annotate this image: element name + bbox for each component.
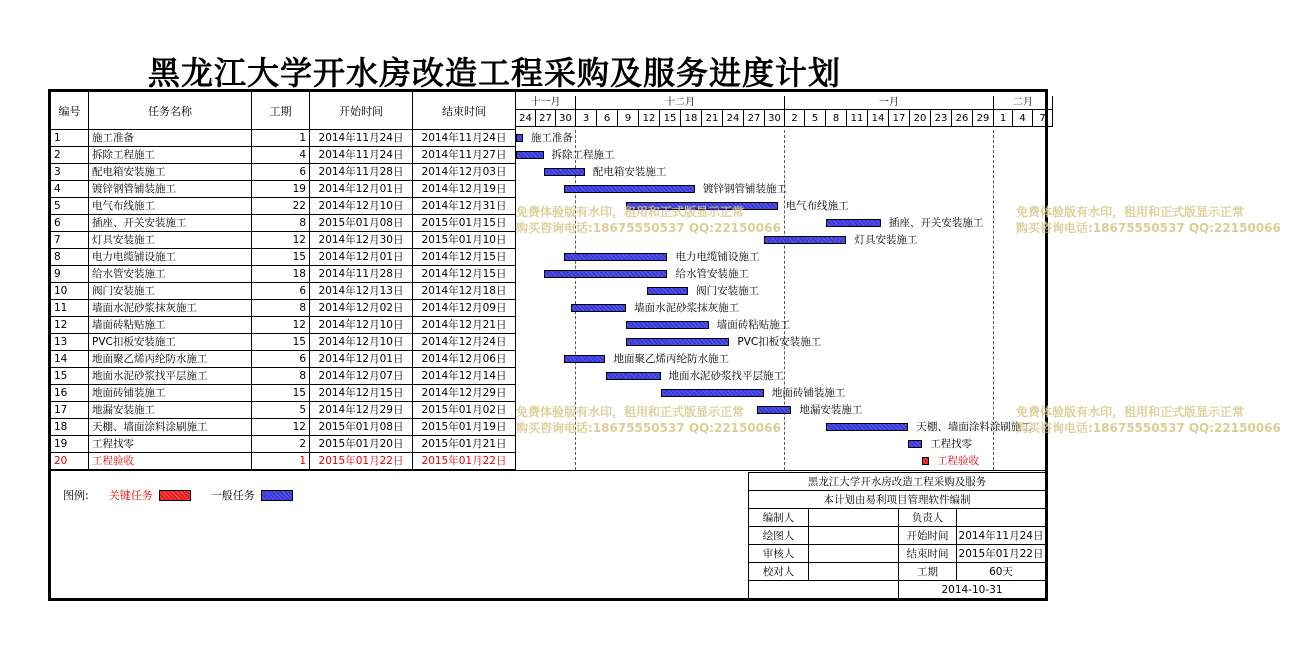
task-dur-cell: 15 bbox=[252, 385, 310, 402]
day-header: 21 bbox=[702, 110, 723, 127]
day-header: 12 bbox=[639, 110, 660, 127]
editor-value bbox=[808, 509, 898, 527]
day-header: 1 bbox=[994, 110, 1013, 127]
duration-label: 工期 bbox=[898, 563, 956, 581]
task-end-cell: 2015年01月02日 bbox=[413, 402, 516, 419]
task-end-cell: 2014年12月06日 bbox=[413, 351, 516, 368]
task-dur-cell: 8 bbox=[252, 300, 310, 317]
day-header: 20 bbox=[910, 110, 931, 127]
proof-label: 校对人 bbox=[748, 563, 808, 581]
gantt-bar-label: 灯具安装施工 bbox=[854, 234, 918, 246]
start-value: 2014年11月24日 bbox=[956, 527, 1045, 545]
task-start-cell: 2014年12月02日 bbox=[310, 300, 413, 317]
legend-normal-label: 一般任务 bbox=[210, 489, 255, 502]
owner-value bbox=[956, 509, 1045, 527]
info-row-date bbox=[748, 580, 1045, 598]
task-end-cell: 2014年12月15日 bbox=[413, 266, 516, 283]
task-start-cell: 2015年01月08日 bbox=[310, 419, 413, 436]
day-header: 3 bbox=[576, 110, 597, 127]
task-start-cell: 2014年12月01日 bbox=[310, 181, 413, 198]
checker-value bbox=[808, 545, 898, 563]
gantt-bar-label: 工程验收 bbox=[937, 455, 980, 467]
watermark-line2: 购买咨询电话:18675550537 QQ:22150066 bbox=[516, 221, 781, 235]
task-id-cell: 17 bbox=[51, 402, 89, 419]
info-row-checker bbox=[748, 544, 1045, 562]
task-start-cell: 2014年12月01日 bbox=[310, 351, 413, 368]
task-dur-cell: 12 bbox=[252, 419, 310, 436]
task-name-cell: 施工准备 bbox=[89, 130, 252, 147]
task-end-cell: 2014年12月18日 bbox=[413, 283, 516, 300]
gantt-bar-label: 电气布线施工 bbox=[785, 200, 849, 212]
table-bottom-rule bbox=[51, 470, 1046, 471]
task-end-cell: 2014年12月15日 bbox=[413, 249, 516, 266]
day-header: 27 bbox=[744, 110, 765, 127]
task-start-cell: 2014年11月28日 bbox=[310, 164, 413, 181]
task-start-cell: 2014年12月10日 bbox=[310, 317, 413, 334]
task-dur-cell: 1 bbox=[252, 130, 310, 147]
task-dur-cell: 2 bbox=[252, 436, 310, 453]
task-end-cell: 2014年12月21日 bbox=[413, 317, 516, 334]
task-id-cell: 4 bbox=[51, 181, 89, 198]
gantt-bar-label: 地面聚乙烯丙纶防水施工 bbox=[613, 353, 729, 365]
gantt-bar[interactable] bbox=[826, 219, 881, 227]
timeline-header-top bbox=[516, 92, 1046, 96]
task-id-cell: 7 bbox=[51, 232, 89, 249]
month-header: 十一月 bbox=[516, 96, 576, 110]
editor-label: 编制人 bbox=[748, 509, 808, 527]
month-header: 十二月 bbox=[576, 96, 785, 110]
watermark-line1: 免费体验版有水印，租用和正式版显示正常 bbox=[1016, 405, 1245, 419]
task-name-cell: 插座、开关安装施工 bbox=[89, 215, 252, 232]
day-header: 30 bbox=[556, 110, 576, 127]
gantt-bar[interactable] bbox=[606, 372, 661, 380]
task-name-cell: 配电箱安装施工 bbox=[89, 164, 252, 181]
duration-value: 60天 bbox=[956, 563, 1045, 581]
info-row-editor bbox=[748, 508, 1045, 526]
task-name-cell: 工程找零 bbox=[89, 436, 252, 453]
gantt-bar[interactable] bbox=[908, 440, 922, 448]
legend-critical-swatch bbox=[159, 490, 191, 501]
end-value: 2015年01月22日 bbox=[956, 545, 1045, 563]
task-name-cell: 地面砖铺装施工 bbox=[89, 385, 252, 402]
gantt-bar-label: 墙面水泥砂浆抹灰施工 bbox=[634, 302, 740, 314]
task-dur-cell: 12 bbox=[252, 232, 310, 249]
task-end-cell: 2014年11月24日 bbox=[413, 130, 516, 147]
info-project: 黑龙江大学开水房改造工程采购及服务 bbox=[748, 472, 1045, 490]
gantt-bar-label: 地面水泥砂浆找平层施工 bbox=[668, 370, 785, 382]
day-header: 29 bbox=[973, 110, 994, 127]
task-dur-cell: 5 bbox=[252, 402, 310, 419]
gantt-bar[interactable] bbox=[544, 168, 585, 176]
task-start-cell: 2014年12月01日 bbox=[310, 249, 413, 266]
task-start-cell: 2015年01月20日 bbox=[310, 436, 413, 453]
gantt-bar[interactable] bbox=[661, 389, 764, 397]
gantt-bar-label: 地面砖铺装施工 bbox=[771, 387, 846, 399]
task-end-cell: 2015年01月22日 bbox=[413, 453, 516, 470]
info-note: 本计划由易利项目管理软件编制 bbox=[748, 490, 1045, 508]
task-name-cell: 工程验收 bbox=[89, 453, 252, 470]
gantt-bar-label: 电力电缆铺设施工 bbox=[675, 251, 760, 263]
col-header-duration: 工期 bbox=[252, 92, 310, 130]
task-name-cell: 电力电缆铺设施工 bbox=[89, 249, 252, 266]
task-id-cell: 3 bbox=[51, 164, 89, 181]
watermark-line2: 购买咨询电话:18675550537 QQ:22150066 bbox=[1016, 421, 1281, 435]
gantt-bar[interactable] bbox=[564, 355, 605, 363]
end-label: 结束时间 bbox=[898, 545, 956, 563]
task-end-cell: 2014年12月19日 bbox=[413, 181, 516, 198]
task-id-cell: 1 bbox=[51, 130, 89, 147]
task-name-cell: 地面水泥砂浆找平层施工 bbox=[89, 368, 252, 385]
gantt-bar[interactable] bbox=[544, 270, 668, 278]
task-id-cell: 16 bbox=[51, 385, 89, 402]
legend bbox=[63, 487, 293, 503]
day-header: 23 bbox=[931, 110, 952, 127]
drawer-label: 绘图人 bbox=[748, 527, 808, 545]
task-start-cell: 2014年11月28日 bbox=[310, 266, 413, 283]
task-id-cell: 19 bbox=[51, 436, 89, 453]
legend-label: 图例: bbox=[63, 489, 89, 502]
task-end-cell: 2014年11月27日 bbox=[413, 147, 516, 164]
task-name-cell: 墙面水泥砂浆抹灰施工 bbox=[89, 300, 252, 317]
gantt-bar-label: 工程找零 bbox=[930, 438, 973, 450]
gantt-bar[interactable] bbox=[626, 338, 729, 346]
gantt-bar[interactable] bbox=[516, 134, 523, 142]
checker-label: 审核人 bbox=[748, 545, 808, 563]
day-header: 24 bbox=[516, 110, 536, 127]
task-id-cell: 8 bbox=[51, 249, 89, 266]
task-end-cell: 2014年12月24日 bbox=[413, 334, 516, 351]
legend-critical-label: 关键任务 bbox=[108, 489, 153, 502]
day-header: 8 bbox=[826, 110, 847, 127]
day-header: 27 bbox=[536, 110, 556, 127]
task-id-cell: 5 bbox=[51, 198, 89, 215]
task-start-cell: 2014年12月10日 bbox=[310, 334, 413, 351]
task-name-cell: PVC扣板安装施工 bbox=[89, 334, 252, 351]
task-name-cell: 墙面砖粘贴施工 bbox=[89, 317, 252, 334]
task-start-cell: 2015年01月08日 bbox=[310, 215, 413, 232]
task-start-cell: 2014年12月10日 bbox=[310, 198, 413, 215]
owner-label: 负责人 bbox=[898, 509, 956, 527]
day-header: 17 bbox=[889, 110, 910, 127]
task-start-cell: 2014年11月24日 bbox=[310, 147, 413, 164]
watermark-line1: 免费体验版有水印，租用和正式版显示正常 bbox=[1016, 205, 1245, 219]
gantt-bar[interactable] bbox=[647, 287, 688, 295]
day-header: 11 bbox=[847, 110, 868, 127]
col-header-id: 编号 bbox=[51, 92, 89, 130]
task-id-cell: 14 bbox=[51, 351, 89, 368]
task-dur-cell: 6 bbox=[252, 351, 310, 368]
task-name-cell: 拆除工程施工 bbox=[89, 147, 252, 164]
day-header: 6 bbox=[597, 110, 618, 127]
task-name-cell: 电气布线施工 bbox=[89, 198, 252, 215]
gantt-bar-label: 镀锌钢管铺装施工 bbox=[703, 183, 787, 195]
gantt-bar[interactable] bbox=[564, 253, 667, 261]
watermark-line2: 购买咨询电话:18675550537 QQ:22150066 bbox=[1016, 221, 1281, 235]
task-end-cell: 2014年12月09日 bbox=[413, 300, 516, 317]
gantt-bar[interactable] bbox=[571, 304, 626, 312]
gantt-bar[interactable] bbox=[626, 321, 709, 329]
task-end-cell: 2015年01月15日 bbox=[413, 215, 516, 232]
task-dur-cell: 15 bbox=[252, 334, 310, 351]
gantt-bar-label: 插座、开关安装施工 bbox=[888, 217, 984, 229]
col-header-name: 任务名称 bbox=[89, 92, 252, 130]
day-header: 15 bbox=[660, 110, 681, 127]
task-start-cell: 2014年12月15日 bbox=[310, 385, 413, 402]
task-end-cell: 2014年12月29日 bbox=[413, 385, 516, 402]
gantt-bar-label: 施工准备 bbox=[530, 132, 573, 144]
task-start-cell: 2014年12月29日 bbox=[310, 402, 413, 419]
month-header: 二月 bbox=[994, 96, 1053, 110]
gantt-bar-label: 配电箱安装施工 bbox=[592, 166, 667, 178]
task-id-cell: 18 bbox=[51, 419, 89, 436]
gantt-bar-label: 给水管安装施工 bbox=[675, 268, 749, 280]
gantt-bar[interactable] bbox=[826, 423, 909, 431]
task-dur-cell: 18 bbox=[252, 266, 310, 283]
task-id-cell: 9 bbox=[51, 266, 89, 283]
task-start-cell: 2015年01月22日 bbox=[310, 453, 413, 470]
start-label: 开始时间 bbox=[898, 527, 956, 545]
info-row-drawer bbox=[748, 526, 1045, 544]
day-header: 26 bbox=[952, 110, 973, 127]
task-end-cell: 2014年12月03日 bbox=[413, 164, 516, 181]
task-dur-cell: 6 bbox=[252, 283, 310, 300]
day-header: 18 bbox=[681, 110, 702, 127]
task-name-cell: 镀锌钢管铺装施工 bbox=[89, 181, 252, 198]
day-header: 4 bbox=[1013, 110, 1033, 127]
page-title: 黑龙江大学开水房改造工程采购及服务进度计划 bbox=[148, 54, 842, 92]
legend-normal-swatch bbox=[261, 490, 293, 501]
task-dur-cell: 6 bbox=[252, 164, 310, 181]
gantt-bar-label: 天棚、墙面涂料涂刷施工 bbox=[916, 421, 1032, 433]
task-name-cell: 灯具安装施工 bbox=[89, 232, 252, 249]
watermark-line1: 免费体验版有水印，租用和正式版显示正常 bbox=[516, 405, 745, 419]
month-header: 一月 bbox=[785, 96, 994, 110]
day-header: 14 bbox=[868, 110, 889, 127]
day-header: 7 bbox=[1033, 110, 1053, 127]
task-id-cell: 10 bbox=[51, 283, 89, 300]
day-header: 9 bbox=[618, 110, 639, 127]
col-header-end: 结束时间 bbox=[413, 92, 516, 130]
task-start-cell: 2014年12月13日 bbox=[310, 283, 413, 300]
task-start-cell: 2014年12月07日 bbox=[310, 368, 413, 385]
day-header: 5 bbox=[805, 110, 826, 127]
task-end-cell: 2015年01月21日 bbox=[413, 436, 516, 453]
watermark-line1: 免费体验版有水印，租用和正式版显示正常 bbox=[516, 205, 745, 219]
gantt-bar-label: 阀门安装施工 bbox=[696, 285, 760, 297]
gantt-frame bbox=[48, 89, 1048, 601]
task-dur-cell: 19 bbox=[252, 181, 310, 198]
gantt-bar-label: 拆除工程施工 bbox=[551, 149, 615, 161]
gantt-bar[interactable] bbox=[922, 457, 929, 465]
task-dur-cell: 4 bbox=[252, 147, 310, 164]
task-id-cell: 11 bbox=[51, 300, 89, 317]
task-end-cell: 2015年01月19日 bbox=[413, 419, 516, 436]
task-id-cell: 13 bbox=[51, 334, 89, 351]
task-name-cell: 阀门安装施工 bbox=[89, 283, 252, 300]
gantt-bar[interactable] bbox=[757, 406, 791, 414]
info-row-proof bbox=[748, 562, 1045, 580]
task-id-cell: 12 bbox=[51, 317, 89, 334]
gantt-bar[interactable] bbox=[764, 236, 847, 244]
task-start-cell: 2014年11月24日 bbox=[310, 130, 413, 147]
day-header: 30 bbox=[765, 110, 785, 127]
task-start-cell: 2014年12月30日 bbox=[310, 232, 413, 249]
task-dur-cell: 15 bbox=[252, 249, 310, 266]
task-end-cell: 2014年12月31日 bbox=[413, 198, 516, 215]
gantt-bar[interactable] bbox=[516, 151, 544, 159]
task-dur-cell: 12 bbox=[252, 317, 310, 334]
gantt-table bbox=[51, 92, 1045, 598]
info-blank bbox=[748, 581, 898, 599]
task-id-cell: 20 bbox=[51, 453, 89, 470]
task-end-cell: 2014年12月14日 bbox=[413, 368, 516, 385]
gantt-bar-label: PVC扣板安装施工 bbox=[737, 336, 822, 348]
task-id-cell: 2 bbox=[51, 147, 89, 164]
day-header: 2 bbox=[785, 110, 805, 127]
gantt-bar[interactable] bbox=[564, 185, 695, 193]
task-name-cell: 地漏安装施工 bbox=[89, 402, 252, 419]
task-dur-cell: 8 bbox=[252, 215, 310, 232]
day-header: 24 bbox=[723, 110, 744, 127]
task-id-cell: 6 bbox=[51, 215, 89, 232]
gantt-bar-label: 地漏安装施工 bbox=[799, 404, 863, 416]
task-dur-cell: 8 bbox=[252, 368, 310, 385]
task-end-cell: 2015年01月10日 bbox=[413, 232, 516, 249]
drawer-value bbox=[808, 527, 898, 545]
task-dur-cell: 22 bbox=[252, 198, 310, 215]
col-header-start: 开始时间 bbox=[310, 92, 413, 130]
gantt-bar-label: 墙面砖粘贴施工 bbox=[716, 319, 791, 331]
task-name-cell: 天棚、墙面涂料涂刷施工 bbox=[89, 419, 252, 436]
info-date: 2014-10-31 bbox=[898, 581, 1045, 599]
watermark-line2: 购买咨询电话:18675550537 QQ:22150066 bbox=[516, 421, 781, 435]
task-name-cell: 给水管安装施工 bbox=[89, 266, 252, 283]
task-dur-cell: 1 bbox=[252, 453, 310, 470]
proof-value bbox=[808, 563, 898, 581]
task-id-cell: 15 bbox=[51, 368, 89, 385]
task-name-cell: 地面聚乙烯丙纶防水施工 bbox=[89, 351, 252, 368]
